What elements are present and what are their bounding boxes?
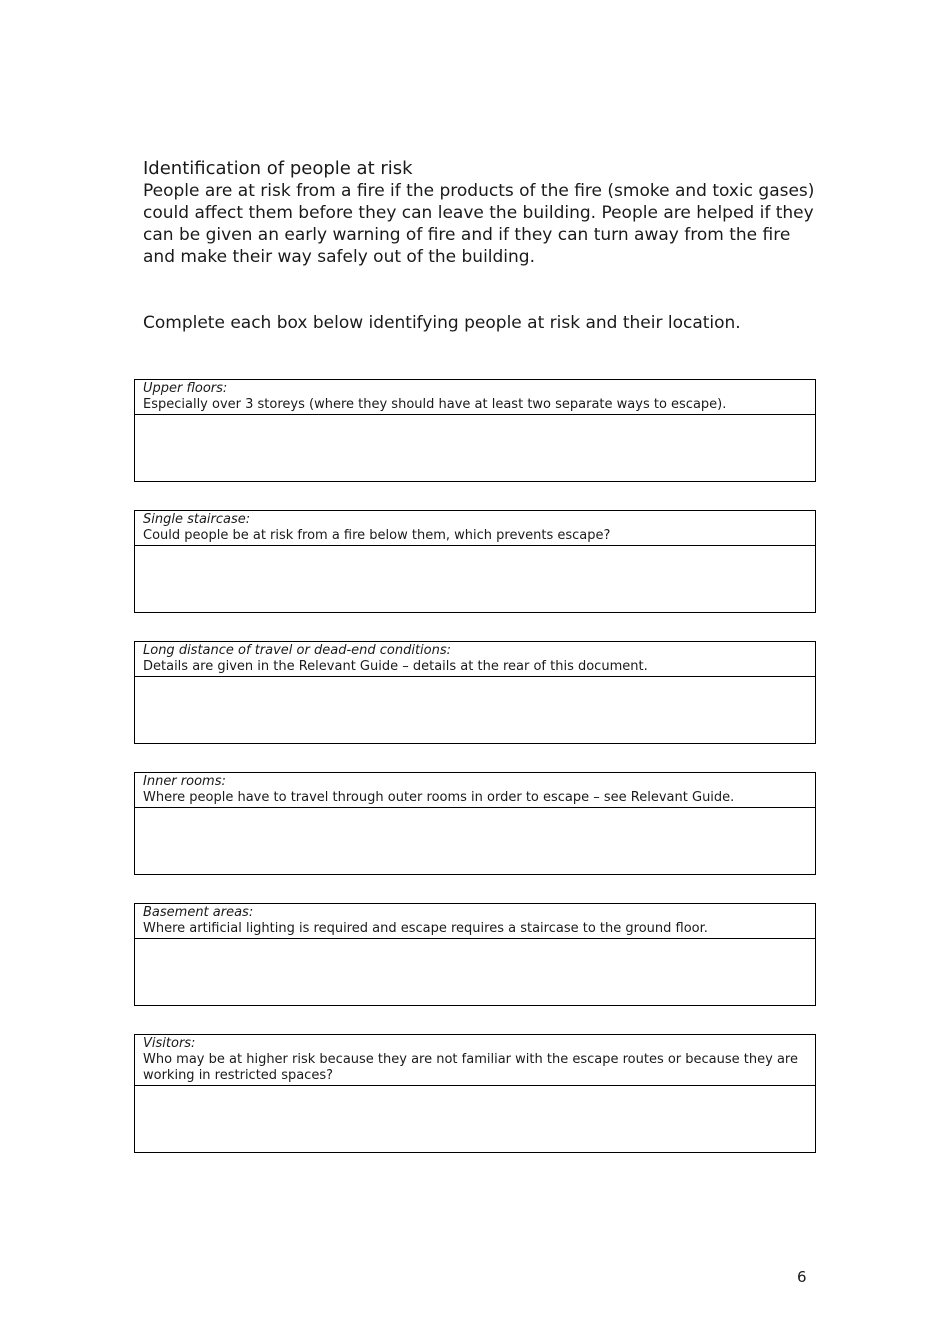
instruction-text: Complete each box below identifying people at risk and their location. [143,313,741,333]
risk-box-label: Single staircase: [143,512,251,527]
risk-answer-field[interactable] [135,1086,815,1152]
risk-answer-field[interactable] [135,415,815,481]
risk-box-description: Especially over 3 storeys (where they should have at least two separate ways to escape). [143,397,727,412]
risk-box-header [135,773,815,808]
risk-box-header [135,642,815,677]
page-title: Identification of people at risk [143,158,413,179]
risk-box-description: Where people have to travel through outer rooms in order to escape – see Relevant Guide. [143,790,735,805]
risk-box-header [135,904,815,939]
risk-box-label: Upper floors: [143,381,228,396]
page-number: 6 [797,1268,807,1286]
risk-box-basement-areas [134,903,816,1006]
risk-box-visitors [134,1034,816,1153]
risk-box-label: Inner rooms: [143,774,226,789]
risk-box-inner-rooms [134,772,816,875]
risk-box-long-distance [134,641,816,744]
risk-answer-field[interactable] [135,939,815,1005]
intro-paragraph: People are at risk from a fire if the products of the fire (smoke and toxic gases) could affect them before they can leave the building. People are helped if they can be given an early warning of fire and if they can turn away from the fire and make their way safely out of the building. [143,181,815,267]
risk-box-description: Details are given in the Relevant Guide – details at the rear of this document. [143,659,648,674]
risk-box-description: Where artificial lighting is required and escape requires a staircase to the ground floor. [143,921,708,936]
risk-box-description: Who may be at higher risk because they are not familiar with the escape routes or because they are working in restricted spaces? [143,1052,798,1083]
risk-answer-field[interactable] [135,808,815,874]
risk-box-header [135,511,815,546]
risk-box-label: Basement areas: [143,905,254,920]
risk-box-label: Long distance of travel or dead-end conditions: [143,643,452,658]
risk-box-label: Visitors: [143,1036,196,1051]
risk-box-description: Could people be at risk from a fire below them, which prevents escape? [143,528,611,543]
risk-box-header [135,1035,815,1086]
risk-box-single-staircase [134,510,816,613]
risk-answer-field[interactable] [135,546,815,612]
risk-answer-field[interactable] [135,677,815,743]
risk-box-upper-floors [134,379,816,482]
risk-box-header [135,380,815,415]
